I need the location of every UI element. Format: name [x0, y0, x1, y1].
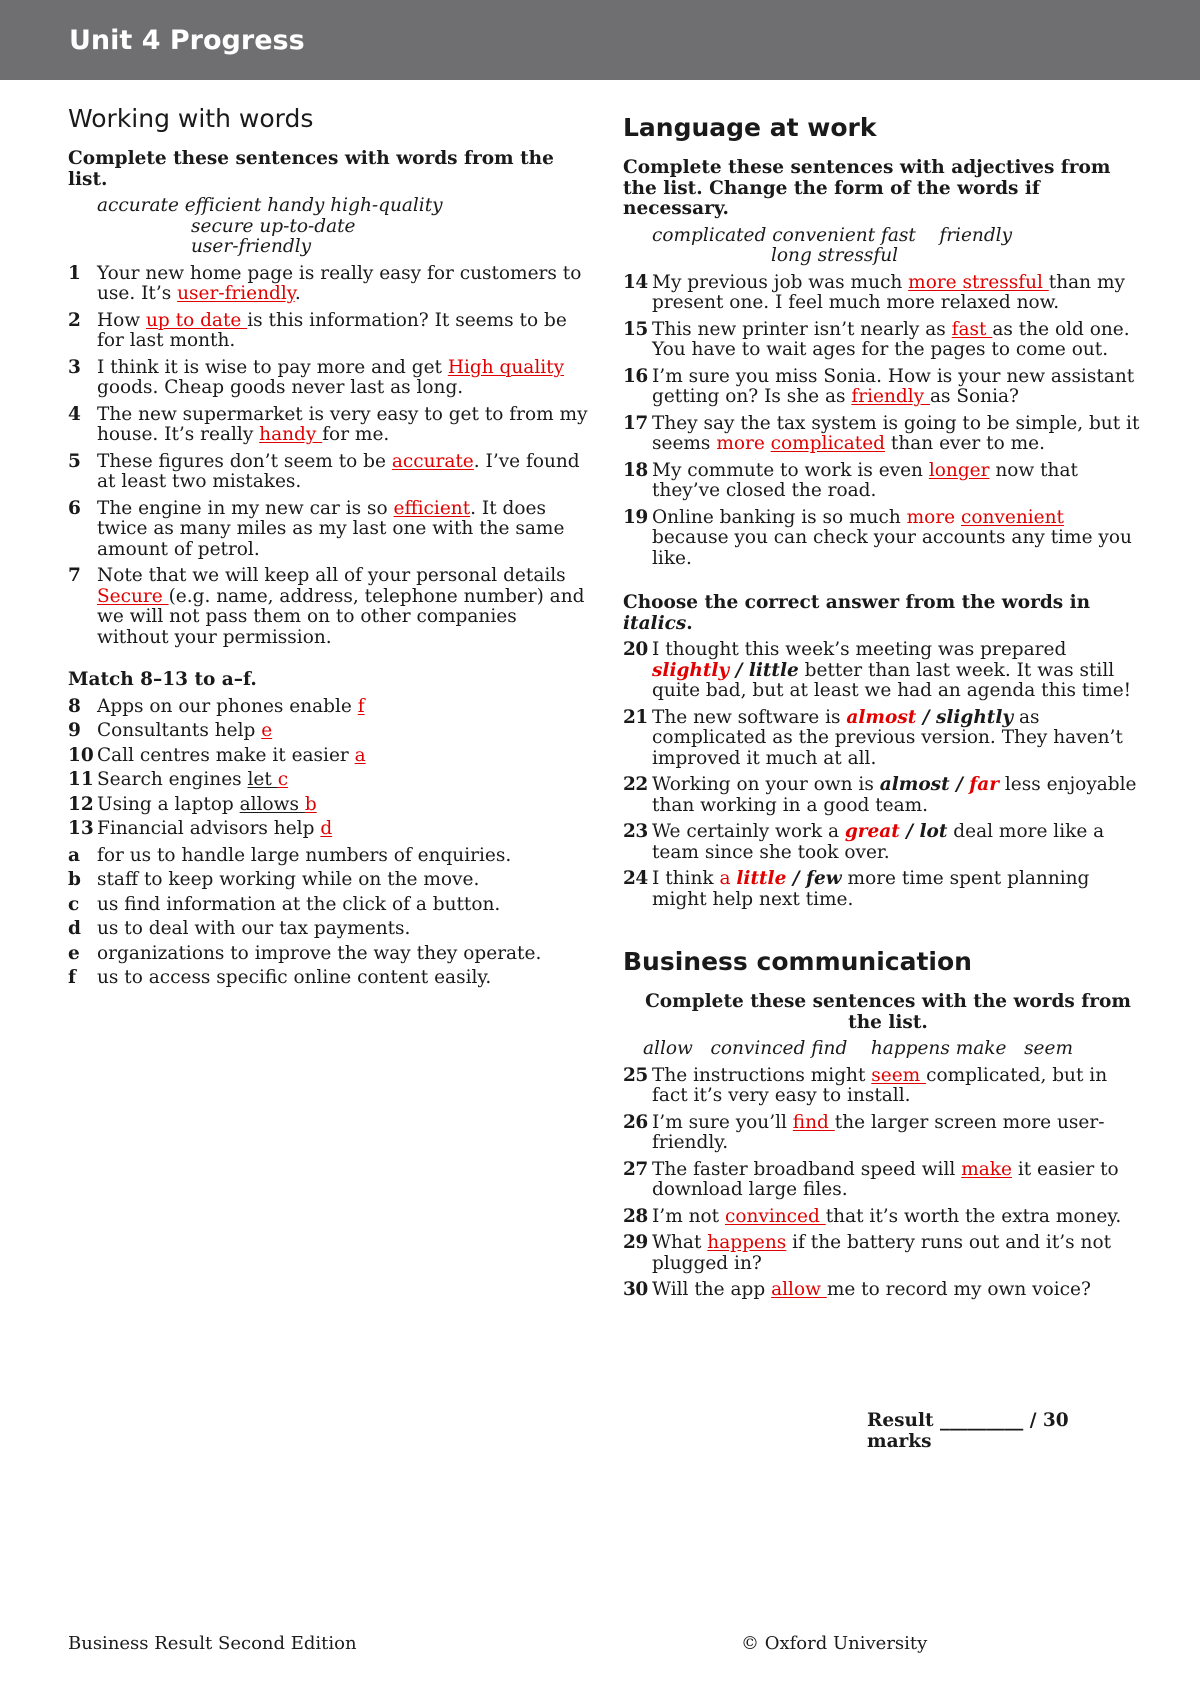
item-text	[97, 819, 588, 840]
choice-items	[623, 640, 1143, 910]
result-box	[867, 1411, 1107, 1452]
sentence-text: is this information? It seems to be for last month.	[97, 309, 567, 351]
list-item	[68, 311, 588, 352]
sentence-text: . It does twice as many miles as my last one with the same amount of petrol.	[97, 497, 565, 560]
sentence-text: because you can check your accounts any time you like.	[652, 527, 1132, 569]
instruction: Complete these sentences with words from the list.	[68, 148, 554, 190]
item-number: 23	[623, 821, 648, 842]
item-text	[652, 1066, 1143, 1107]
sentence-text: Your new home page is really easy for customers to use. It’s	[97, 262, 582, 304]
answer-text: Secure	[97, 585, 169, 607]
answer-text: fast	[951, 318, 993, 340]
exercise-items	[623, 273, 1143, 570]
page-title: Unit 4 Progress	[69, 25, 305, 56]
list-item	[623, 508, 1143, 570]
instruction-text: italics	[623, 612, 687, 634]
list-item	[68, 405, 588, 446]
sentence-text: .	[294, 283, 301, 304]
list-item	[68, 264, 588, 305]
item-number: 14	[623, 271, 648, 293]
sentence-text: The new supermarket is very easy to get to from my house. It’s really	[97, 403, 588, 445]
item-number: 2	[68, 309, 81, 331]
list-item	[623, 320, 1143, 361]
choice-option: slightly	[935, 706, 1014, 728]
item-text	[97, 452, 588, 493]
item-number: 3	[68, 356, 81, 378]
item-number: 4	[68, 403, 81, 425]
choice-instruction	[623, 593, 1143, 634]
sentence-text: I’m sure you miss Sonia. How is your new assistant getting on? Is she as	[652, 365, 1135, 407]
sentence-text: Using a laptop	[97, 793, 240, 815]
answer-text: allow	[771, 1279, 827, 1300]
sentence-text: that it’s worth the extra money.	[825, 1205, 1122, 1227]
option-letter: f	[68, 967, 76, 988]
list-item	[68, 870, 588, 891]
sentence-text: The faster broadband speed will	[652, 1158, 962, 1180]
answer-text: efficient	[393, 497, 471, 519]
item-text	[97, 499, 588, 561]
footer-copyright: © Oxford University	[741, 1633, 928, 1654]
word-list: allow convinced find happens make seem	[643, 1038, 1073, 1059]
answer-text: seem	[871, 1064, 927, 1086]
sentence-text: Consultants help	[97, 720, 262, 741]
option-text: us to access specific online content easily.	[97, 967, 492, 988]
option-letter: c	[68, 893, 80, 915]
answer-text: user-friendly	[177, 283, 295, 304]
item-text	[97, 697, 588, 718]
item-text	[652, 1207, 1143, 1228]
list-item	[68, 452, 588, 493]
sentence-text: Working on your own is	[652, 774, 880, 795]
header-bar	[0, 0, 1200, 80]
item-number: 12	[68, 793, 94, 815]
answer-prefix: a	[719, 868, 737, 889]
exercise-items	[68, 264, 588, 649]
answer-text: complicated	[770, 433, 886, 454]
answer-text: e	[261, 720, 273, 741]
instruction-text: Choose the correct answer from the words in	[623, 592, 1091, 613]
choice-option: lot	[919, 821, 948, 842]
list-item	[68, 499, 588, 561]
choice-option: almost	[879, 774, 950, 795]
list-item	[68, 566, 588, 648]
section-title-working-with-words: Working with words	[68, 104, 314, 133]
list-item	[623, 708, 1143, 770]
item-text	[652, 822, 1143, 863]
list-item	[623, 822, 1143, 863]
item-number: 13	[68, 818, 94, 839]
list-item	[68, 746, 588, 767]
option-letter: d	[68, 918, 81, 939]
list-item	[623, 775, 1143, 816]
answer-text: f	[357, 695, 365, 717]
option-text: organizations to improve the way they operate.	[97, 942, 542, 964]
option-text: us to deal with our tax payments.	[97, 918, 411, 939]
item-text	[97, 264, 588, 305]
item-number: 9	[68, 720, 81, 741]
sentence-text: Will the app	[652, 1279, 772, 1300]
result-label: Result	[867, 1410, 934, 1431]
instruction: Complete these sentences with the words from the list.	[645, 991, 1131, 1033]
answer-prefix: more	[716, 433, 771, 454]
sentence-text: better than last week. It was still quite bad, but at least we had an agenda this time!	[652, 659, 1132, 701]
item-text	[652, 1233, 1143, 1274]
sentence-text: I thought this week’s meeting was prepared	[652, 639, 1067, 660]
list-item	[68, 895, 588, 916]
answer-text: c	[277, 769, 289, 790]
sentence-text: me to record my own voice?	[826, 1279, 1091, 1300]
item-text	[97, 746, 588, 767]
option-text: for us to handle large numbers of enquiries.	[97, 844, 512, 866]
right-column	[623, 112, 1143, 1301]
item-text	[652, 1160, 1143, 1201]
section-title-language-at-work: Language at work	[623, 113, 877, 142]
sentence-text: complicated, but in fact it’s very easy to install.	[652, 1064, 1108, 1106]
list-item	[623, 1066, 1143, 1107]
item-text	[652, 775, 1143, 816]
item-text	[652, 1280, 1143, 1301]
answer-text: longer	[928, 459, 990, 481]
sentence-text: Call centres make it easier	[97, 744, 355, 766]
sentence-text: My previous job was much	[652, 271, 909, 293]
choice-separator: /	[916, 706, 936, 728]
answer-text: friendly	[851, 386, 930, 407]
answer-text: find	[792, 1111, 835, 1133]
item-text	[97, 721, 588, 742]
choice-option: few	[805, 868, 842, 889]
sentence-text: for me.	[322, 424, 390, 445]
list-item	[68, 968, 588, 989]
word-list	[68, 196, 588, 258]
sentence-text: The engine in my new car is so	[97, 497, 394, 519]
item-text	[652, 640, 1143, 702]
choice-option: almost	[846, 706, 917, 728]
choice-separator: /	[899, 821, 920, 842]
item-text	[652, 708, 1143, 770]
item-number: 1	[68, 262, 81, 284]
answer-text: accurate	[391, 450, 474, 472]
choice-option: little	[736, 868, 787, 889]
sentence-text: it easier to download large files.	[652, 1158, 1119, 1200]
sentence-text: Apps on our phones enable	[97, 695, 358, 717]
option-letter: b	[68, 869, 81, 890]
item-number: 24	[623, 868, 648, 889]
result-total: / 30	[1023, 1410, 1069, 1431]
item-number: 25	[623, 1064, 648, 1086]
sentence-text: The new software is	[652, 706, 847, 728]
list-item	[68, 721, 588, 742]
item-text	[652, 461, 1143, 502]
sentence-text: I’m not	[652, 1205, 725, 1227]
instruction: Complete these sentences with adjectives from the list. Change the form of the words if necessary.	[623, 157, 1111, 219]
item-number: 19	[623, 506, 648, 528]
item-number: 16	[623, 365, 648, 387]
item-number: 27	[623, 1158, 648, 1180]
list-item	[623, 869, 1143, 910]
answer-text: convinced	[724, 1205, 826, 1227]
list-item	[623, 1233, 1143, 1274]
item-text	[97, 405, 588, 446]
item-text	[652, 273, 1143, 314]
sentence-text: as Sonia?	[929, 386, 1019, 407]
option-text: us find information at the click of a button.	[97, 893, 501, 915]
item-text	[97, 358, 588, 399]
left-column	[68, 103, 588, 989]
word-list-line: user-friendly	[191, 236, 312, 257]
sentence-text: I think	[652, 868, 720, 889]
list-item	[68, 846, 588, 867]
answer-gap: let	[247, 769, 278, 790]
item-number: 7	[68, 565, 81, 586]
sentence-text: . I’ve found at least two mistakes.	[97, 450, 580, 492]
choice-separator: /	[729, 659, 749, 681]
sentence-text: This new printer isn’t nearly as	[652, 318, 952, 340]
exercise-items	[623, 1066, 1143, 1301]
match-options	[68, 846, 588, 989]
item-number: 21	[623, 706, 648, 728]
item-text	[652, 869, 1143, 910]
item-text	[652, 1113, 1143, 1154]
answer-text: b	[304, 793, 317, 815]
sentence-text: Note that we will keep all of your personal details	[97, 565, 566, 586]
item-text	[97, 770, 588, 791]
sentence-text: They say the tax system is going to be simple, but it seems	[652, 412, 1140, 454]
sentence-text: Search engines	[97, 769, 248, 790]
answer-text: High quality	[447, 356, 565, 378]
list-item	[68, 795, 588, 816]
item-number: 11	[68, 769, 94, 790]
item-number: 15	[623, 318, 648, 340]
item-number: 26	[623, 1111, 648, 1133]
instruction-text: .	[686, 612, 693, 634]
sentence-text: than my present one. I feel much more relaxed now.	[652, 271, 1125, 313]
list-item	[68, 697, 588, 718]
list-item	[68, 944, 588, 965]
word-list-line: complicated convenient fast friendly	[652, 224, 1013, 246]
answer-text: handy	[259, 424, 323, 445]
sentence-text: more time spent planning might help next time.	[652, 868, 1090, 910]
item-number: 6	[68, 497, 81, 519]
answer-text: more stressful	[908, 271, 1049, 293]
sentence-text: I think it is wise to pay more and get	[97, 356, 448, 378]
answer-text: convenient	[961, 506, 1064, 528]
list-item	[623, 367, 1143, 408]
answer-text: d	[320, 818, 333, 839]
list-item	[68, 770, 588, 791]
choice-option: far	[969, 774, 999, 795]
result-blank: _________	[940, 1410, 1024, 1431]
sentence-text: the larger screen more user- friendly.	[652, 1111, 1105, 1153]
sentence-text: The instructions might	[652, 1064, 872, 1086]
list-item	[68, 919, 588, 940]
sentence-text: These figures don’t seem to be	[97, 450, 392, 472]
word-list-line: accurate efficient handy high-quality	[97, 195, 443, 216]
list-item	[623, 1207, 1143, 1228]
item-text	[97, 311, 588, 352]
item-text	[652, 367, 1143, 408]
item-number: 8	[68, 695, 81, 717]
sentence-text: I’m sure you’ll	[652, 1111, 793, 1133]
list-item	[623, 273, 1143, 314]
list-item	[623, 1280, 1143, 1301]
sentence-text: deal more like a team since she took over.	[652, 821, 1105, 863]
answer-prefix: more	[906, 506, 961, 528]
item-text	[652, 508, 1143, 570]
answer-text: make	[961, 1158, 1012, 1180]
word-list-line: secure up-to-date	[191, 215, 356, 237]
answer-text: up to date	[146, 309, 248, 331]
sentence-text: How	[97, 309, 146, 331]
answer-gap: allows	[239, 793, 305, 815]
list-item	[623, 414, 1143, 455]
item-number: 28	[623, 1205, 648, 1227]
sentence-text: We certainly work a	[652, 821, 845, 842]
item-text	[97, 566, 588, 648]
choice-option: slightly	[652, 659, 730, 681]
item-text	[652, 414, 1143, 455]
list-item	[623, 640, 1143, 702]
item-number: 20	[623, 639, 648, 660]
item-text	[652, 320, 1143, 361]
footer-edition: Business Result Second Edition	[68, 1633, 357, 1654]
sentence-text: less enjoyable than working in a good team.	[652, 774, 1137, 816]
result-marks: marks	[867, 1430, 932, 1452]
sentence-text: What	[652, 1232, 708, 1253]
sentence-text: if the battery runs out and it’s not plugged in?	[652, 1232, 1112, 1274]
option-text: staff to keep working while on the move.	[97, 869, 480, 890]
word-list	[623, 226, 1143, 267]
sentence-text: than ever to me.	[885, 433, 1045, 454]
sentence-text: goods. Cheap goods never last as long.	[97, 377, 464, 398]
word-list-line: long stressful	[771, 245, 899, 266]
item-number: 5	[68, 450, 81, 472]
list-item	[623, 1160, 1143, 1201]
sentence-text: as complicated as the previous version. They haven’t improved it much at all.	[652, 706, 1123, 769]
item-number: 29	[623, 1232, 648, 1253]
list-item	[68, 358, 588, 399]
item-number: 22	[623, 774, 648, 795]
choice-option: great	[844, 821, 900, 842]
sentence-text: now that they’ve closed the road.	[652, 459, 1078, 501]
item-number: 10	[68, 744, 94, 766]
item-number: 30	[623, 1279, 648, 1300]
sentence-text: as the old one. You have to wait ages for the pages to come out.	[652, 318, 1130, 360]
answer-text: happens	[707, 1232, 787, 1253]
sentence-text: My commute to work is even	[652, 459, 929, 481]
answer-text: a	[354, 744, 366, 766]
choice-separator: /	[786, 868, 806, 889]
match-items	[68, 697, 588, 840]
choice-option: little	[748, 659, 799, 681]
list-item	[623, 461, 1143, 502]
sentence-text: Financial advisors help	[97, 818, 321, 839]
section-title-business-communication: Business communication	[623, 947, 972, 976]
list-item	[623, 1113, 1143, 1154]
sentence-text: (e.g. name, address, telephone number) and we will not pass them on to other companies without your permission.	[97, 585, 585, 648]
item-number: 17	[623, 412, 648, 434]
item-number: 18	[623, 459, 648, 481]
choice-separator: /	[949, 774, 970, 795]
match-instruction: Match 8–13 to a–f.	[68, 669, 257, 690]
item-text	[97, 795, 588, 816]
list-item	[68, 819, 588, 840]
option-letter: e	[68, 942, 80, 964]
option-letter: a	[68, 844, 80, 866]
sentence-text: Online banking is so much	[652, 506, 907, 528]
